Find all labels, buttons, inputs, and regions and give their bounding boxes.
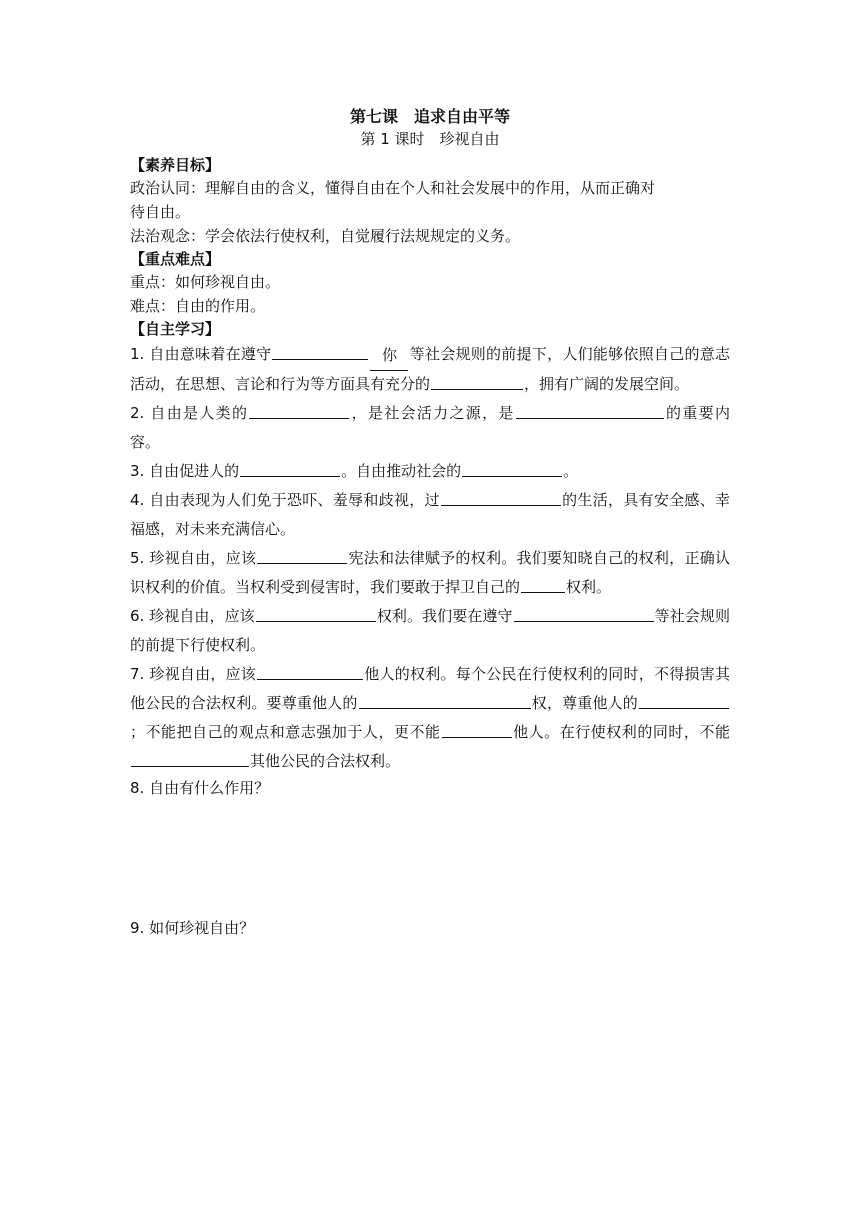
- answer-blank[interactable]: [441, 487, 561, 506]
- key-points-heading: 【重点难点】: [130, 250, 221, 268]
- answer-blank[interactable]: [359, 690, 531, 709]
- lesson-title: 第七课 追求自由平等: [349, 107, 510, 126]
- answer-space-8[interactable]: [130, 800, 730, 916]
- question-7: 7. 珍视自由，应该 他人的权利。每个公民在行使权利的同时，不得损害其他公民的合法权利。要尊重他人的 权，尊重他人的；不能把自己的观点和意志强加于人，更不能 他人。在行使权利的同时，不能其他公民的合法权利。: [130, 660, 730, 776]
- answer-blank[interactable]: [257, 545, 347, 564]
- question-8: 8. 自由有什么作用？: [130, 779, 270, 797]
- question-3: 3. 自由促进人的 。自由推动社会的 。: [130, 457, 730, 486]
- answer-blank[interactable]: [521, 574, 565, 593]
- answer-blank[interactable]: [639, 690, 729, 709]
- question-6: 6. 珍视自由，应该 权利。我们要在遵守 等社会规则的前提下行使权利。: [130, 602, 730, 660]
- answer-blank[interactable]: [249, 400, 349, 419]
- answer-blank[interactable]: [431, 371, 523, 390]
- answer-blank[interactable]: [240, 458, 340, 477]
- answer-space-9[interactable]: [130, 940, 730, 1100]
- worksheet-content: [130, 106, 730, 1100]
- answer-blank[interactable]: [516, 400, 664, 419]
- answer-blank[interactable]: [462, 458, 562, 477]
- answer-blank[interactable]: [131, 748, 249, 767]
- key-point-line-2: 难点：自由的作用。: [130, 297, 266, 315]
- lesson-subtitle: 第 1 课时 珍视自由: [360, 130, 500, 148]
- answer-blank[interactable]: [257, 661, 363, 680]
- self-study-heading: 【自主学习】: [130, 320, 221, 338]
- answer-blank[interactable]: [256, 603, 376, 622]
- question-4: 4. 自由表现为人们免于恐吓、羞辱和歧视，过 的生活，具有安全感、幸福感，对未来充满信心。: [130, 486, 730, 544]
- goal-line-3: 法治观念：学会依法行使权利，自觉履行法规规定的义务。: [130, 227, 521, 245]
- key-point-line-1: 重点：如何珍视自由。: [130, 273, 281, 291]
- question-1: 1. 自由意味着在遵守 你 等社会规则的前提下，人们能够依照自己的意志活动，在思想、言论和行为等方面具有充分的 ，拥有广阔的发展空间。: [130, 340, 730, 399]
- answer-blank[interactable]: [272, 341, 368, 360]
- answer-blank[interactable]: [514, 603, 654, 622]
- goal-line-1: 政治认同：理解自由的含义，懂得自由在个人和社会发展中的作用，从而正确对: [130, 179, 656, 197]
- question-5: 5. 珍视自由，应该 宪法和法律赋予的权利。我们要知晓自己的权利，正确认识权利的价值。当权利受到侵害时，我们要敢于捍卫自己的 权利。: [130, 544, 730, 602]
- question-2: 2. 自由是人类的 ，是社会活力之源，是 的重要内容。: [130, 399, 730, 457]
- answer-blank-filled[interactable]: 你: [370, 341, 408, 371]
- question-9: 9. 如何珍视自由？: [130, 919, 255, 937]
- answer-blank[interactable]: [442, 719, 512, 738]
- goals-heading: 【素养目标】: [130, 156, 221, 174]
- goal-line-2: 待自由。: [130, 203, 191, 221]
